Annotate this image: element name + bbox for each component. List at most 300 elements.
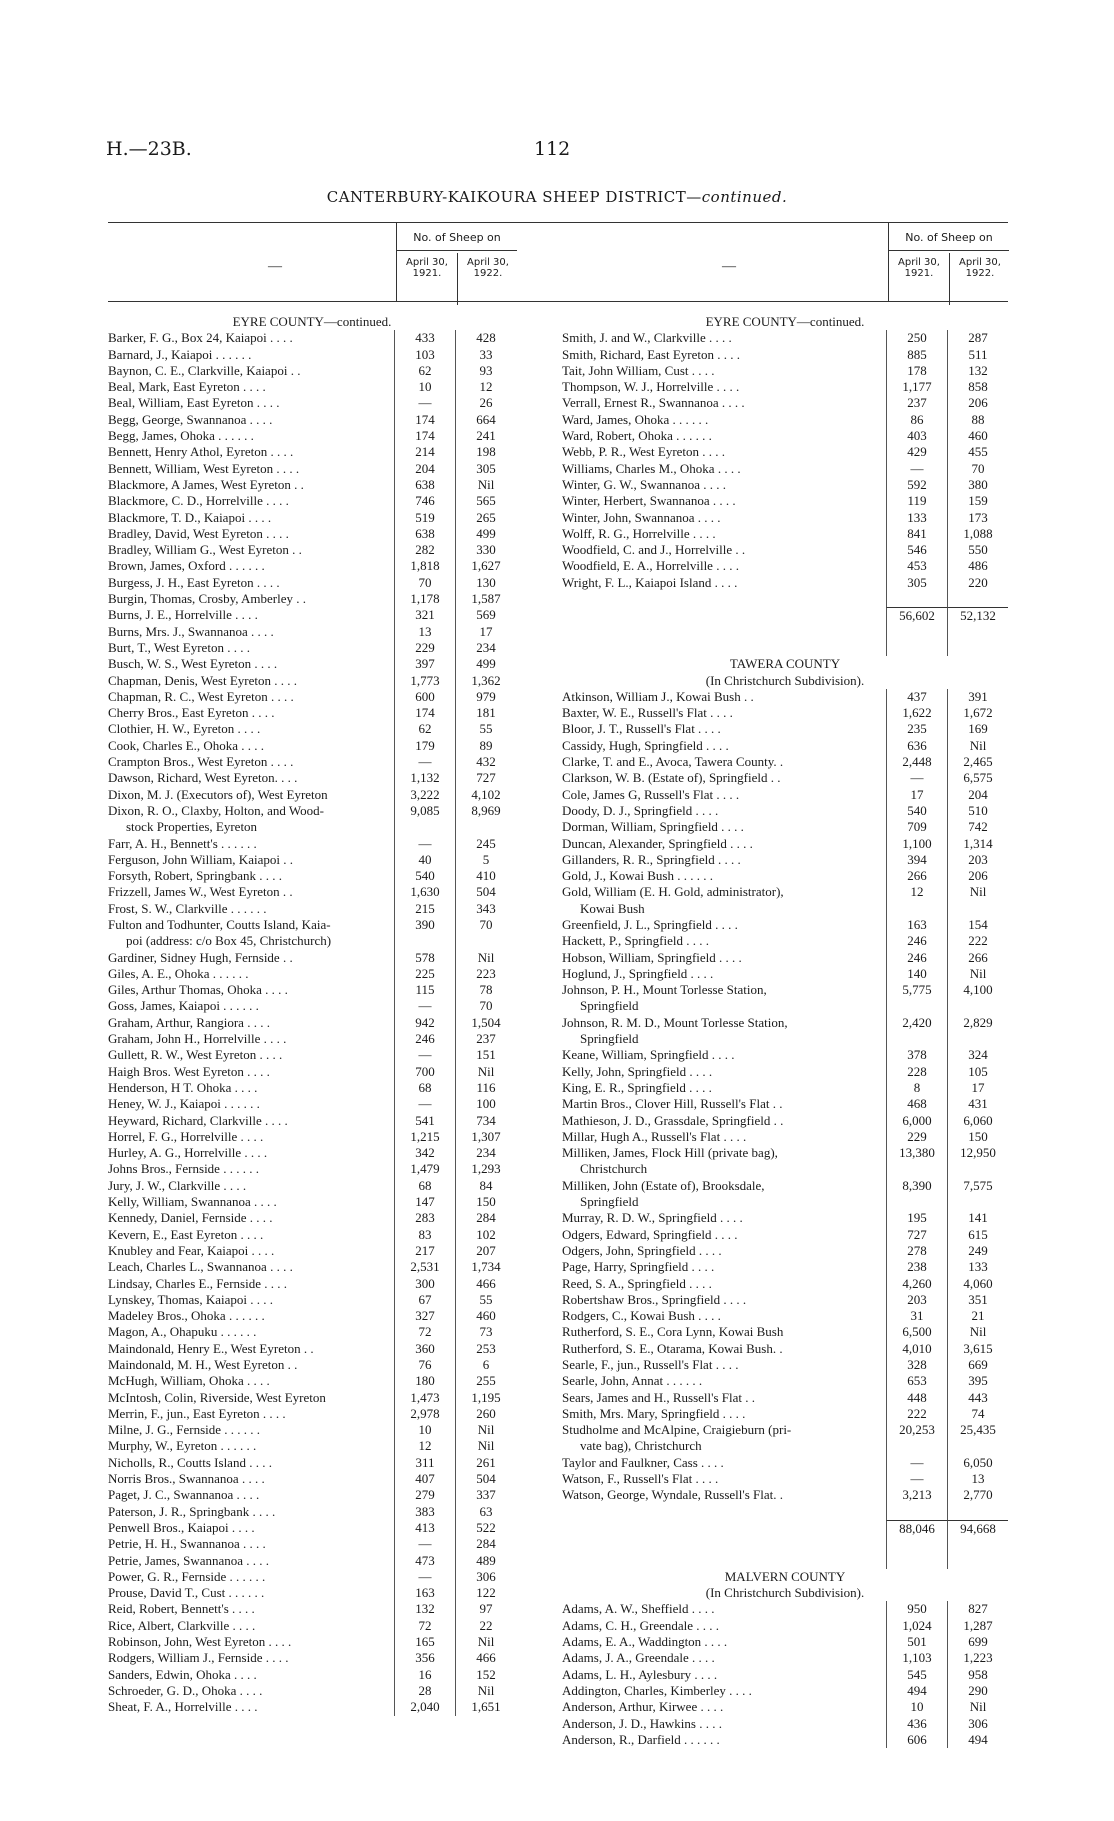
table-row bbox=[108, 607, 516, 623]
table-row bbox=[108, 1520, 516, 1536]
sheep-1921: 429 bbox=[886, 444, 947, 460]
table-row bbox=[562, 1487, 1008, 1503]
owner-name: Woodfield, E. A., Horrelville . . . . bbox=[562, 558, 739, 574]
table-row bbox=[108, 1699, 516, 1715]
sheep-1922: Nil bbox=[947, 1699, 1008, 1715]
sheep-1921: 638 bbox=[394, 477, 455, 493]
table-row bbox=[108, 1243, 516, 1259]
sheep-1921: 540 bbox=[886, 803, 947, 819]
page-title bbox=[0, 188, 1114, 206]
table-row bbox=[562, 1732, 1008, 1748]
table-row bbox=[108, 493, 516, 509]
table-row bbox=[108, 526, 516, 542]
sheep-1921: — bbox=[394, 998, 455, 1014]
owner-name: Knubley and Fear, Kaiapoi . . . . bbox=[108, 1242, 275, 1258]
sheep-1921: 700 bbox=[394, 1064, 455, 1080]
sheep-1922 bbox=[947, 1194, 1008, 1210]
table-row bbox=[108, 901, 516, 917]
right-column-header bbox=[562, 222, 1008, 302]
sheep-1922: 1,587 bbox=[455, 591, 516, 607]
sheep-1921: 250 bbox=[886, 330, 947, 346]
table-row bbox=[108, 1390, 516, 1406]
sheep-1922 bbox=[947, 640, 1008, 656]
year-1922-header-right: April 30, 1922. bbox=[949, 253, 1010, 305]
owner-name: Beal, Mark, East Eyreton . . . . bbox=[108, 379, 266, 395]
sheep-1921: 103 bbox=[394, 347, 455, 363]
table-row bbox=[108, 1357, 516, 1373]
sheep-1921: 1,132 bbox=[394, 770, 455, 786]
owner-name: Johnson, P. H., Mount Torlesse Station, bbox=[562, 982, 767, 998]
sheep-1921 bbox=[886, 998, 947, 1014]
sheep-1921: 40 bbox=[394, 852, 455, 868]
sheep-1922: 249 bbox=[947, 1243, 1008, 1259]
table-row bbox=[108, 624, 516, 640]
sheep-1921: 1,818 bbox=[394, 558, 455, 574]
table-row bbox=[562, 1243, 1008, 1259]
table-row bbox=[562, 1194, 1008, 1210]
table-row bbox=[108, 1422, 516, 1438]
sheep-1922: 206 bbox=[947, 395, 1008, 411]
sheep-1921: 638 bbox=[394, 526, 455, 542]
sheep-1922: 159 bbox=[947, 493, 1008, 509]
owner-name bbox=[562, 1553, 886, 1569]
sheep-1922: 207 bbox=[455, 1243, 516, 1259]
section-heading: (In Christchurch Subdivision). bbox=[705, 672, 865, 688]
owner-name: McIntosh, Colin, Riverside, West Eyreton bbox=[108, 1389, 326, 1405]
sheep-1921: 163 bbox=[394, 1585, 455, 1601]
table-row bbox=[108, 1553, 516, 1569]
sheep-1921: 383 bbox=[394, 1504, 455, 1520]
sheep-1922: 4,100 bbox=[947, 982, 1008, 998]
sheep-1922: 204 bbox=[947, 787, 1008, 803]
owner-name: Blackmore, T. D., Kaiapoi . . . . bbox=[108, 509, 272, 525]
sheep-1921: 636 bbox=[886, 738, 947, 754]
owner-name bbox=[562, 1504, 886, 1520]
sheep-1921: 394 bbox=[886, 852, 947, 868]
sheep-1921: 20,253 bbox=[886, 1422, 947, 1438]
sheep-1921: — bbox=[394, 836, 455, 852]
name-column-header-right: — bbox=[722, 259, 736, 274]
table-row bbox=[108, 510, 516, 526]
sheep-1922: 6,050 bbox=[947, 1455, 1008, 1471]
sheep-1922: 5 bbox=[455, 852, 516, 868]
table-row bbox=[562, 477, 1008, 493]
sheep-1921: 62 bbox=[394, 363, 455, 379]
sheep-1921: 305 bbox=[886, 575, 947, 591]
sheep-1922: 395 bbox=[947, 1373, 1008, 1389]
owner-name: Watson, George, Wyndale, Russell's Flat. . bbox=[562, 1487, 784, 1503]
table-row bbox=[562, 738, 1008, 754]
owner-name: Odgers, John, Springfield . . . . bbox=[562, 1242, 722, 1258]
sheep-1922: 150 bbox=[455, 1194, 516, 1210]
name-column-header: — bbox=[268, 259, 282, 274]
sheep-1922 bbox=[947, 1553, 1008, 1569]
owner-name: Smith, J. and W., Clarkville . . . . bbox=[562, 330, 732, 346]
sheep-1921: 214 bbox=[394, 444, 455, 460]
sheep-1921: 501 bbox=[886, 1634, 947, 1650]
sheep-1922: 7,575 bbox=[947, 1178, 1008, 1194]
table-row bbox=[562, 1145, 1008, 1161]
sheep-count-title: No. of Sheep on bbox=[413, 231, 501, 244]
sheep-1922 bbox=[947, 1504, 1008, 1520]
sheep-1921: 222 bbox=[886, 1406, 947, 1422]
sheep-1922: 510 bbox=[947, 803, 1008, 819]
table-row bbox=[562, 1553, 1008, 1569]
table-row bbox=[562, 1716, 1008, 1732]
sheep-1921: — bbox=[886, 1471, 947, 1487]
table-row bbox=[108, 1292, 516, 1308]
sheep-1922: 255 bbox=[455, 1373, 516, 1389]
sheep-1922: 181 bbox=[455, 705, 516, 721]
table-row bbox=[108, 868, 516, 884]
sheep-1922: 260 bbox=[455, 1406, 516, 1422]
sheep-1921: — bbox=[886, 1455, 947, 1471]
owner-name: Maindonald, M. H., West Eyreton . . bbox=[108, 1357, 298, 1372]
sheep-1921: 31 bbox=[886, 1308, 947, 1324]
sheep-1922: 615 bbox=[947, 1227, 1008, 1243]
table-row bbox=[562, 1324, 1008, 1340]
owner-name: Penwell Bros., Kaiapoi . . . . bbox=[108, 1519, 255, 1535]
owner-name: Begg, George, Swannanoa . . . . bbox=[108, 411, 273, 427]
sheep-1922: 102 bbox=[455, 1227, 516, 1243]
owner-name: Bradley, David, West Eyreton . . . . bbox=[108, 525, 289, 541]
owner-name: Cole, James G, Russell's Flat . . . . bbox=[562, 786, 740, 802]
table-row bbox=[108, 1161, 516, 1177]
table-row bbox=[562, 1113, 1008, 1129]
owner-name: Merrin, F., jun., East Eyreton . . . . bbox=[108, 1405, 286, 1421]
sheep-1922: 70 bbox=[455, 998, 516, 1014]
sheep-1921: 13,380 bbox=[886, 1145, 947, 1161]
sheep-1921: 311 bbox=[394, 1455, 455, 1471]
sheep-1921: 119 bbox=[886, 493, 947, 509]
table-row bbox=[108, 1031, 516, 1047]
sheep-1922: 727 bbox=[455, 770, 516, 786]
owner-name: Murphy, W., Eyreton . . . . . . bbox=[108, 1438, 257, 1454]
owner-name: Crampton Bros., West Eyreton . . . . bbox=[108, 754, 294, 770]
owner-name: Goss, James, Kaiapoi . . . . . . bbox=[108, 998, 259, 1014]
table-row bbox=[108, 1634, 516, 1650]
sheep-1922: 1,314 bbox=[947, 836, 1008, 852]
table-row bbox=[562, 395, 1008, 411]
table-row bbox=[108, 1259, 516, 1275]
owner-name: Woodfield, C. and J., Horrelville . . bbox=[562, 542, 746, 558]
sheep-1921 bbox=[886, 1553, 947, 1569]
sheep-1922: 306 bbox=[947, 1716, 1008, 1732]
table-row bbox=[108, 1471, 516, 1487]
sheep-1922: 100 bbox=[455, 1096, 516, 1112]
owner-name: Adams, C. H., Greendale . . . . bbox=[562, 1617, 720, 1633]
sheep-1922: 565 bbox=[455, 493, 516, 509]
table-row bbox=[562, 917, 1008, 933]
sheep-1921 bbox=[886, 1438, 947, 1454]
sheep-1922: 330 bbox=[455, 542, 516, 558]
owner-name: Dixon, R. O., Claxby, Holton, and Wood- bbox=[108, 802, 324, 818]
sheep-1921: 147 bbox=[394, 1194, 455, 1210]
owner-name bbox=[562, 591, 886, 607]
owner-name: Webb, P. R., West Eyreton . . . . bbox=[562, 444, 726, 460]
sheep-1922: 504 bbox=[455, 884, 516, 900]
table-row bbox=[562, 1047, 1008, 1063]
owner-name: Haigh Bros. West Eyreton . . . . bbox=[108, 1063, 270, 1079]
owner-name: Smith, Richard, East Eyreton . . . . bbox=[562, 346, 741, 362]
table-row bbox=[562, 1406, 1008, 1422]
table-row bbox=[562, 1536, 1008, 1552]
sheep-1922: 70 bbox=[947, 461, 1008, 477]
sheep-1921: 56,602 bbox=[886, 607, 947, 623]
table-row bbox=[562, 493, 1008, 509]
sheep-1922 bbox=[947, 591, 1008, 607]
sheep-1922: 460 bbox=[455, 1308, 516, 1324]
table-row bbox=[108, 1487, 516, 1503]
owner-name: Searle, John, Annat . . . . . . bbox=[562, 1373, 703, 1389]
sheep-1921: 3,222 bbox=[394, 787, 455, 803]
owner-name: Cassidy, Hugh, Springfield . . . . bbox=[562, 737, 729, 753]
table-row bbox=[562, 1390, 1008, 1406]
sheep-1921: — bbox=[394, 1047, 455, 1063]
table-row bbox=[562, 607, 1008, 623]
owner-name: Heney, W. J., Kaiapoi . . . . . . bbox=[108, 1096, 260, 1112]
table-row bbox=[108, 1601, 516, 1617]
sheep-1921 bbox=[394, 933, 455, 949]
owner-name: Verrall, Ernest R., Swannanoa . . . . bbox=[562, 395, 745, 411]
owner-name: Petrie, James, Swannanoa . . . . bbox=[108, 1552, 270, 1568]
table-row bbox=[562, 1080, 1008, 1096]
title-main: CANTERBURY-KAIKOURA SHEEP DISTRICT— bbox=[326, 188, 702, 206]
table-row bbox=[562, 1634, 1008, 1650]
sheep-1921: 86 bbox=[886, 412, 947, 428]
sheep-1921: 1,473 bbox=[394, 1390, 455, 1406]
table-row bbox=[108, 558, 516, 574]
sheep-1921 bbox=[886, 640, 947, 656]
table-row bbox=[108, 412, 516, 428]
sheep-1922: 266 bbox=[947, 950, 1008, 966]
table-row bbox=[562, 1308, 1008, 1324]
sheep-1922: 428 bbox=[455, 330, 516, 346]
sheep-1922: 132 bbox=[947, 363, 1008, 379]
owner-name: Taylor and Faulkner, Cass . . . . bbox=[562, 1454, 724, 1470]
sheep-1921: 433 bbox=[394, 330, 455, 346]
sheep-1921: 133 bbox=[886, 510, 947, 526]
owner-name: Giles, Arthur Thomas, Ohoka . . . . bbox=[108, 982, 288, 998]
left-column-header bbox=[108, 222, 584, 302]
table-row bbox=[562, 347, 1008, 363]
sheep-1921: 578 bbox=[394, 950, 455, 966]
sheep-1921: 1,100 bbox=[886, 836, 947, 852]
table-row bbox=[562, 330, 1008, 346]
sheep-1922: 25,435 bbox=[947, 1422, 1008, 1438]
table-row bbox=[562, 1438, 1008, 1454]
table-row bbox=[562, 624, 1008, 640]
sheep-1922: 432 bbox=[455, 754, 516, 770]
sheep-1921: 437 bbox=[886, 689, 947, 705]
sheep-1922: Nil bbox=[947, 966, 1008, 982]
owner-name: Springfield bbox=[580, 1194, 639, 1210]
sheep-1921: 8 bbox=[886, 1080, 947, 1096]
owner-name: Dixon, M. J. (Executors of), West Eyreton bbox=[108, 786, 328, 802]
owner-name: King, E. R., Springfield . . . . bbox=[562, 1079, 712, 1095]
sheep-1922: 504 bbox=[455, 1471, 516, 1487]
owner-name: Hoglund, J., Springfield . . . . bbox=[562, 965, 714, 981]
sheep-1922: 94,668 bbox=[947, 1520, 1008, 1536]
sheep-1921: 328 bbox=[886, 1357, 947, 1373]
sheep-1922: 287 bbox=[947, 330, 1008, 346]
sheep-1922: 150 bbox=[947, 1129, 1008, 1145]
owner-name: Cherry Bros., East Eyreton . . . . bbox=[108, 705, 275, 721]
sheep-1922: 93 bbox=[455, 363, 516, 379]
left-rows bbox=[108, 314, 516, 1716]
sheep-1921: 2,448 bbox=[886, 754, 947, 770]
sheep-1921: 6,000 bbox=[886, 1113, 947, 1129]
sheep-1922: 88 bbox=[947, 412, 1008, 428]
sheep-1922: 89 bbox=[455, 738, 516, 754]
sheep-1922: 2,770 bbox=[947, 1487, 1008, 1503]
sheep-1922: 1,307 bbox=[455, 1129, 516, 1145]
sheep-1922: 337 bbox=[455, 1487, 516, 1503]
owner-name: Johnson, R. M. D., Mount Torlesse Station, bbox=[562, 1014, 788, 1030]
sheep-1921 bbox=[394, 819, 455, 835]
owner-name: Hobson, William, Springfield . . . . bbox=[562, 949, 742, 965]
owner-name: Barker, F. G., Box 24, Kaiapoi . . . . bbox=[108, 330, 293, 346]
sheep-1921: 397 bbox=[394, 656, 455, 672]
owner-name: Robertshaw Bros., Springfield . . . . bbox=[562, 1291, 747, 1307]
table-row bbox=[562, 705, 1008, 721]
table-row bbox=[108, 966, 516, 982]
sheep-1922: 1,287 bbox=[947, 1618, 1008, 1634]
sheep-1922: 206 bbox=[947, 868, 1008, 884]
sheep-1922: 154 bbox=[947, 917, 1008, 933]
table-row bbox=[562, 1210, 1008, 1226]
sheep-1921: 195 bbox=[886, 1210, 947, 1226]
sheep-1921: 407 bbox=[394, 1471, 455, 1487]
owner-name: Schroeder, G. D., Ohoka . . . . bbox=[108, 1682, 263, 1698]
table-row bbox=[108, 1210, 516, 1226]
sheep-1921: 3,213 bbox=[886, 1487, 947, 1503]
owner-name: Gold, William (E. H. Gold, administrator), bbox=[562, 884, 784, 900]
owner-name: Paterson, J. R., Springbank . . . . bbox=[108, 1503, 276, 1519]
sheep-1921: 217 bbox=[394, 1243, 455, 1259]
table-row bbox=[562, 754, 1008, 770]
owner-name: Baxter, W. E., Russell's Flat . . . . bbox=[562, 705, 733, 721]
sheep-1922: 979 bbox=[455, 689, 516, 705]
table-row bbox=[562, 575, 1008, 591]
sheep-1921: 215 bbox=[394, 901, 455, 917]
sheep-1921 bbox=[886, 1536, 947, 1552]
sheep-1922: 324 bbox=[947, 1047, 1008, 1063]
sheep-1922: 466 bbox=[455, 1276, 516, 1292]
sheep-1921: 246 bbox=[394, 1031, 455, 1047]
sheep-1921: 237 bbox=[886, 395, 947, 411]
table-row bbox=[108, 884, 516, 900]
sheep-1921: 606 bbox=[886, 1732, 947, 1748]
sheep-1922: 1,627 bbox=[455, 558, 516, 574]
sheep-1922: 73 bbox=[455, 1324, 516, 1340]
sheep-1922: Nil bbox=[455, 1064, 516, 1080]
owner-name: Magon, A., Ohapuku . . . . . . bbox=[108, 1324, 257, 1340]
sheep-1922: 486 bbox=[947, 558, 1008, 574]
sheep-1921 bbox=[886, 1031, 947, 1047]
sheep-1922: 63 bbox=[455, 1504, 516, 1520]
table-row bbox=[108, 982, 516, 998]
sheep-1921 bbox=[886, 1504, 947, 1520]
sheep-1922: 97 bbox=[455, 1601, 516, 1617]
sheep-1922: 84 bbox=[455, 1178, 516, 1194]
sheep-1922 bbox=[947, 901, 1008, 917]
owner-name: Henderson, H T. Ohoka . . . . bbox=[108, 1079, 258, 1095]
table-row bbox=[562, 526, 1008, 542]
sheep-1922: Nil bbox=[455, 1422, 516, 1438]
sheep-1921: 17 bbox=[886, 787, 947, 803]
owner-name: Addington, Charles, Kimberley . . . . bbox=[562, 1682, 752, 1698]
sheep-1921: 282 bbox=[394, 542, 455, 558]
owner-name: Clothier, H. W., Eyreton . . . . bbox=[108, 721, 261, 737]
owner-name: stock Properties, Eyreton bbox=[126, 819, 258, 835]
owner-name: Prouse, David T., Cust . . . . . . bbox=[108, 1585, 265, 1601]
sheep-1921: 519 bbox=[394, 510, 455, 526]
table-row bbox=[562, 787, 1008, 803]
sheep-1921: 494 bbox=[886, 1683, 947, 1699]
table-row bbox=[108, 1064, 516, 1080]
owner-name: Robinson, John, West Eyreton . . . . bbox=[108, 1634, 292, 1650]
section-heading: (In Christchurch Subdivision). bbox=[705, 1585, 865, 1601]
owner-name: Ward, Robert, Ohoka . . . . . . bbox=[562, 428, 712, 444]
owner-name: McHugh, William, Ohoka . . . . bbox=[108, 1373, 270, 1389]
table-row bbox=[562, 721, 1008, 737]
sheep-1922: 6,060 bbox=[947, 1113, 1008, 1129]
sheep-1922: 522 bbox=[455, 1520, 516, 1536]
owner-name: Atkinson, William J., Kowai Bush . . bbox=[562, 688, 754, 704]
sheep-1921: 321 bbox=[394, 607, 455, 623]
owner-name: Bennett, Henry Athol, Eyreton . . . . bbox=[108, 444, 294, 460]
sheep-1922: 122 bbox=[455, 1585, 516, 1601]
sheep-1921: 9,085 bbox=[394, 803, 455, 819]
sheep-1922: Nil bbox=[947, 1324, 1008, 1340]
owner-name: Reed, S. A., Springfield . . . . bbox=[562, 1275, 712, 1291]
left-column bbox=[108, 222, 584, 1716]
sheep-1921: 1,630 bbox=[394, 884, 455, 900]
table-row bbox=[108, 754, 516, 770]
owner-name bbox=[562, 607, 886, 623]
sheep-1922: 380 bbox=[947, 477, 1008, 493]
owner-name: Burns, Mrs. J., Swannanoa . . . . bbox=[108, 623, 274, 639]
sheep-1922: Nil bbox=[455, 950, 516, 966]
sheep-1922: 443 bbox=[947, 1390, 1008, 1406]
sheep-1922: 245 bbox=[455, 836, 516, 852]
sheep-1921: 178 bbox=[886, 363, 947, 379]
owner-name: Chapman, Denis, West Eyreton . . . . bbox=[108, 672, 297, 688]
owner-name: Mathieson, J. D., Grassdale, Springfield . . bbox=[562, 1112, 784, 1128]
table-row bbox=[108, 1145, 516, 1161]
sheep-1921: 356 bbox=[394, 1650, 455, 1666]
owner-name: Jury, J. W., Clarkville . . . . bbox=[108, 1177, 247, 1193]
owner-name: Gillanders, R. R., Springfield . . . . bbox=[562, 851, 741, 867]
owner-name: Chapman, R. C., West Eyreton . . . . bbox=[108, 688, 294, 704]
table-row bbox=[562, 1373, 1008, 1389]
sheep-1922: 152 bbox=[455, 1667, 516, 1683]
sheep-1922: 511 bbox=[947, 347, 1008, 363]
sheep-1922: 17 bbox=[455, 624, 516, 640]
sheep-1921: 72 bbox=[394, 1618, 455, 1634]
table-row bbox=[108, 1096, 516, 1112]
sheep-1921: 4,010 bbox=[886, 1341, 947, 1357]
table-row bbox=[562, 1683, 1008, 1699]
sheep-1921: 6,500 bbox=[886, 1324, 947, 1340]
table-row bbox=[108, 477, 516, 493]
table-row bbox=[562, 379, 1008, 395]
sheep-1921 bbox=[886, 1161, 947, 1177]
owner-name: Bloor, J. T., Russell's Flat . . . . bbox=[562, 721, 721, 737]
table-row bbox=[108, 819, 516, 835]
table-row bbox=[108, 330, 516, 346]
